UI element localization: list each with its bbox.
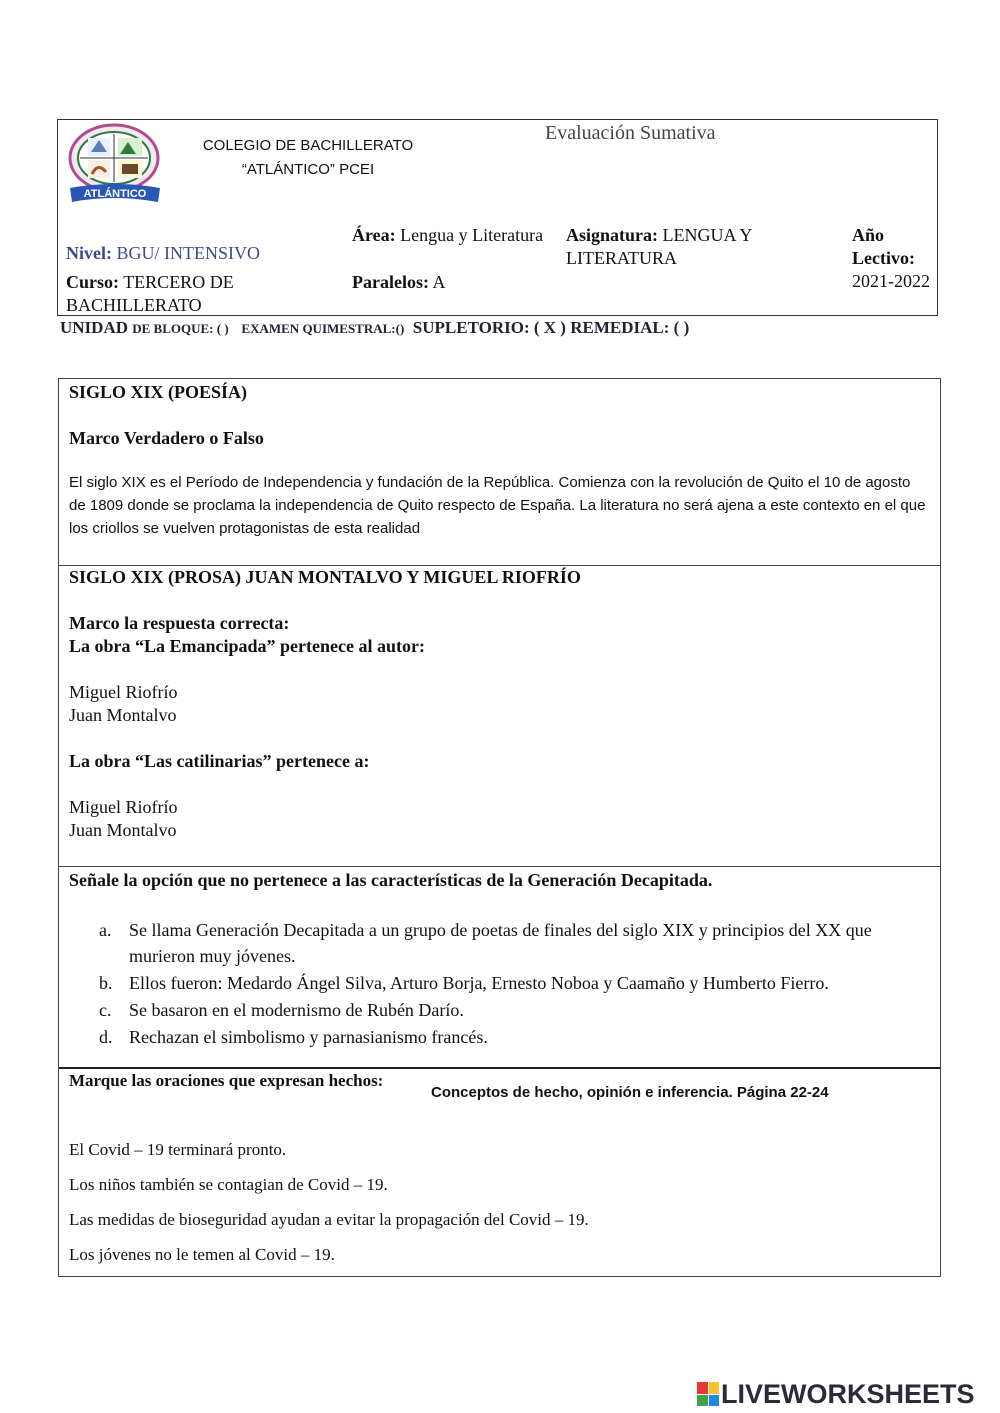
section-title: SIGLO XIX (PROSA) JUAN MONTALVO Y MIGUEL RIOFRÍO [69, 567, 581, 587]
curso-value: TERCERO DE BACHILLERATO [66, 272, 234, 315]
asignatura-value: LENGUA Y LITERATURA [566, 225, 752, 268]
section-hechos [59, 1067, 940, 1277]
school-name-line2: “ATLÁNTICO” PCEI [241, 161, 375, 178]
fact-sentence[interactable]: Los niños también se contagian de Covid – 19. [69, 1175, 388, 1194]
paralelos-cell [344, 269, 558, 316]
option-item[interactable] [99, 1024, 929, 1050]
asignatura-cell [558, 222, 844, 269]
option-letter: d. [99, 1027, 113, 1047]
asignatura-label: Asignatura: [566, 225, 659, 245]
logo-text: ATLÁNTICO [83, 188, 147, 200]
watermark-text: LIVEWORKSHEETS [721, 1378, 975, 1409]
option-letter: b. [99, 973, 113, 993]
unidad-label: UNIDAD [60, 318, 128, 337]
paralelos-value: A [432, 272, 446, 292]
q2-option[interactable]: Miguel Riofrío [69, 797, 178, 817]
section-poesia [59, 379, 940, 565]
fact-sentence[interactable]: Las medidas de bioseguridad ayudan a evitar la propagación del Covid – 19. [69, 1210, 589, 1229]
anio-value: 2021-2022 [852, 271, 930, 291]
area-label: Área: [352, 225, 396, 245]
school-name [178, 134, 438, 182]
section-title: Señale la opción que no pertenece a las características de la Generación Decapitada. [69, 870, 713, 890]
remedial-option[interactable]: REMEDIAL: ( ) [570, 318, 690, 337]
options-list [99, 917, 929, 1051]
fact-sentence[interactable]: El Covid – 19 terminará pronto. [69, 1140, 287, 1159]
school-logo [66, 122, 164, 204]
exam-type-line [60, 318, 689, 338]
option-letter: a. [99, 920, 112, 940]
liveworksheets-logo-icon [697, 1382, 719, 1406]
nivel-value: BGU/ INTENSIVO [116, 243, 260, 263]
section-instruction: Marco Verdadero o Falso [69, 428, 264, 448]
section-prosa [59, 565, 940, 866]
header-table [57, 119, 938, 316]
exam-body [58, 378, 941, 1277]
option-text: Se basaron en el modernismo de Rubén Darío. [129, 1000, 464, 1020]
q1-option[interactable]: Miguel Riofrío [69, 682, 178, 702]
option-text: Se llama Generación Decapitada a un grupo de poetas de finales del siglo XIX y principios del XX que murieron muy jóvenes. [129, 920, 872, 966]
school-cell [58, 120, 536, 222]
section-reference: Conceptos de hecho, opinión e inferencia. Página 22-24 [431, 1084, 829, 1101]
section-generacion-decapitada [59, 866, 940, 1067]
section-instruction: Marco la respuesta correcta: [69, 613, 290, 633]
option-item[interactable] [99, 970, 929, 996]
fact-sentence[interactable]: Los jóvenes no le temen al Covid – 19. [69, 1245, 335, 1264]
option-item[interactable] [99, 997, 929, 1023]
option-text: Ellos fueron: Medardo Ángel Silva, Arturo Borja, Ernesto Noboa y Caamaño y Humberto Fierro. [129, 973, 829, 993]
area-cell [344, 222, 558, 269]
evaluation-title: Evaluación Sumativa [545, 122, 716, 144]
school-name-line1: COLEGIO DE BACHILLERATO [202, 137, 414, 154]
supletorio-option[interactable]: SUPLETORIO: ( X ) [412, 318, 566, 337]
de-bloque-option[interactable]: DE BLOQUE: ( ) [132, 321, 229, 336]
question-1: La obra “La Emancipada” pertenece al autor: [69, 636, 425, 656]
q2-option[interactable]: Juan Montalvo [69, 820, 177, 840]
option-item[interactable] [99, 917, 929, 969]
section-title: SIGLO XIX (POESÍA) [69, 382, 248, 402]
question-2: La obra “Las catilinarias” pertenece a: [69, 751, 370, 771]
curso-cell [58, 269, 344, 316]
evaluation-cell [537, 120, 938, 222]
section-paragraph: El siglo XIX es el Período de Independencia y fundación de la República. Comienza con la revolución de Quito el 10 de agosto de 1809 donde se proclama la independencia de Quito respecto de España. La literatura no será ajena a este contexto en el que los criollos se vuelven protagonistas de esta realidad [69, 474, 926, 537]
quimestral-option[interactable]: EXAMEN QUIMESTRAL:() [241, 321, 405, 336]
nivel-label: Nivel: [66, 243, 112, 263]
anio-lectivo-cell [844, 222, 938, 316]
nivel-cell [58, 222, 344, 269]
area-value: Lengua y Literatura [400, 225, 544, 245]
empty-cell [558, 269, 844, 316]
liveworksheets-watermark [697, 1379, 975, 1409]
option-text: Rechazan el simbolismo y parnasianismo francés. [129, 1027, 488, 1047]
anio-label: Año Lectivo: [852, 225, 915, 268]
section-title: Marque las oraciones que expresan hechos: [69, 1071, 384, 1090]
q1-option[interactable]: Juan Montalvo [69, 705, 177, 725]
paralelos-label: Paralelos: [352, 272, 429, 292]
curso-label: Curso: [66, 272, 119, 292]
option-letter: c. [99, 1000, 112, 1020]
